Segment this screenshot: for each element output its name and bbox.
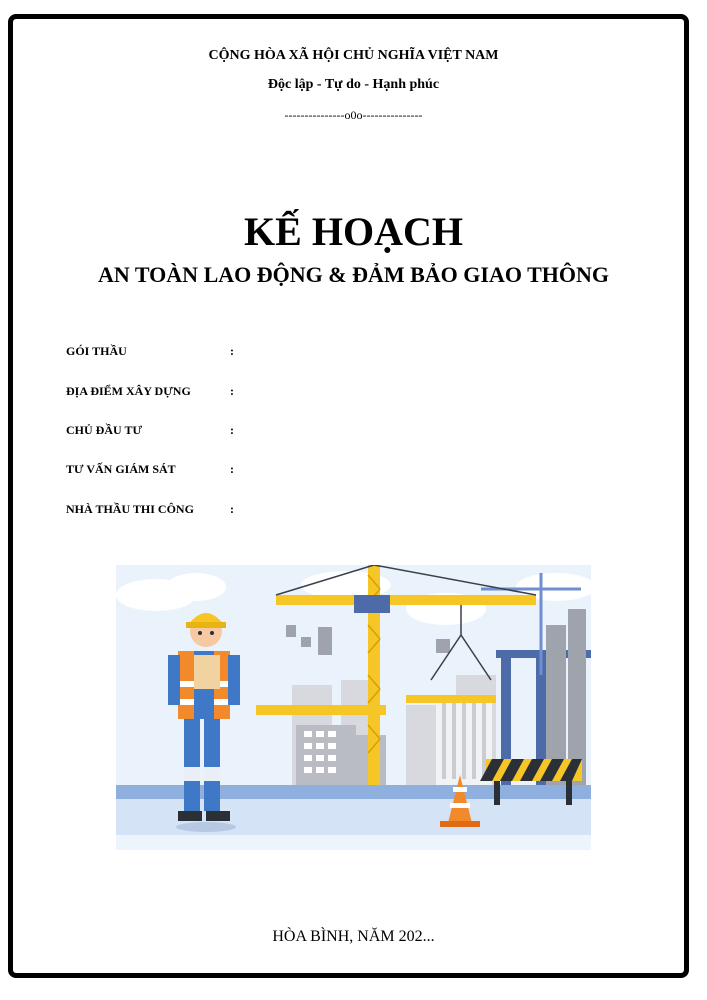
national-name: CỘNG HÒA XÃ HỘI CHỦ NGHĨA VIỆT NAM — [208, 48, 499, 63]
info-row-package — [66, 344, 234, 359]
info-label: TƯ VẤN GIÁM SÁT — [66, 462, 176, 476]
info-colon: : — [230, 344, 234, 358]
info-label: GÓI THẦU — [66, 344, 127, 358]
document-subtitle: AN TOÀN LAO ĐỘNG & ĐẢM BẢO GIAO THÔNG — [98, 262, 609, 287]
place-and-year: HÒA BÌNH, NĂM 202... — [272, 928, 435, 945]
info-row-location — [66, 384, 234, 399]
header-divider: ---------------o0o--------------- — [284, 108, 423, 122]
info-colon: : — [230, 462, 234, 476]
national-motto: Độc lập - Tự do - Hạnh phúc — [267, 77, 440, 92]
info-row-investor — [66, 423, 234, 438]
info-label: NHÀ THẦU THI CÔNG — [66, 502, 194, 516]
document-title: KẾ HOẠCH — [244, 209, 463, 254]
info-colon: : — [230, 423, 234, 437]
info-colon: : — [230, 502, 234, 516]
info-row-contractor — [66, 502, 234, 517]
construction-illustration — [116, 565, 591, 850]
info-label: ĐỊA ĐIỂM XÂY DỰNG — [66, 384, 191, 398]
info-colon: : — [230, 384, 234, 398]
info-label: CHỦ ĐẦU TƯ — [66, 423, 143, 437]
info-row-supervisor — [66, 462, 234, 477]
